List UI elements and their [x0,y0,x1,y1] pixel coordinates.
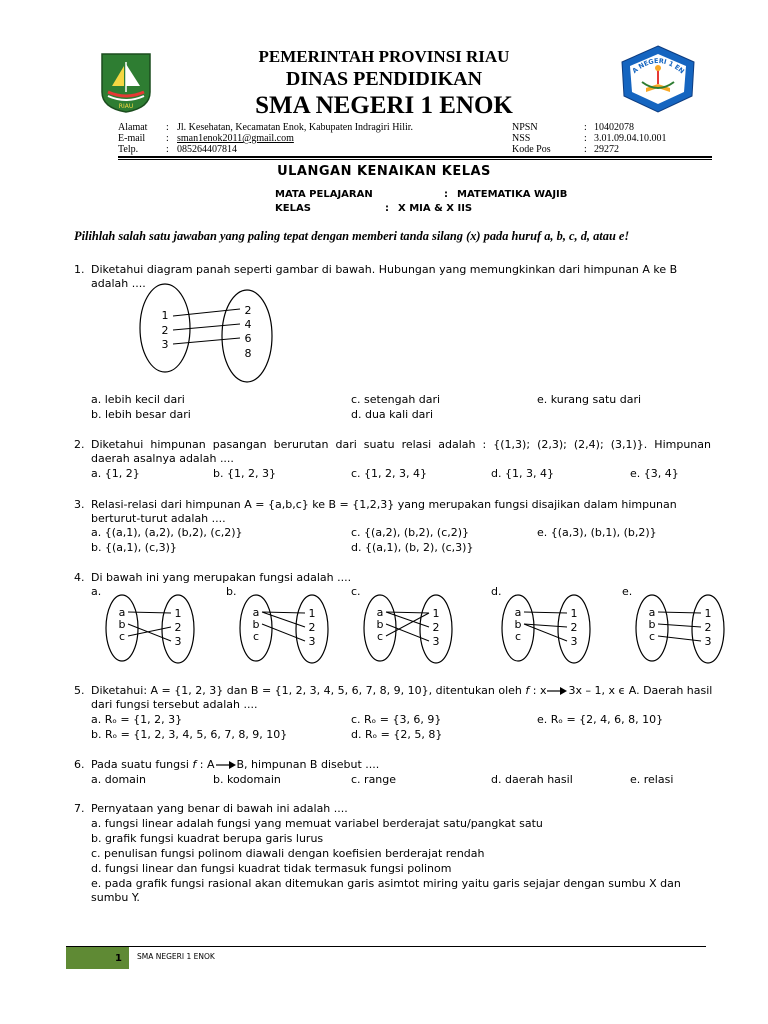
q3-option-a[interactable]: a. {(a,1), (a,2), (b,2), (c,2)} [91,526,243,539]
q4-option-c[interactable]: c. [351,585,361,598]
subject-sep: : [444,189,448,200]
q5-option-d[interactable]: d. Rₒ = {2, 5, 8} [351,728,443,741]
school-logo-text: A NEGERI 1 EN [630,56,686,76]
q4-a-item: a [648,606,656,619]
q4-a-item: c [648,630,656,643]
q4-a-item: b [252,618,260,631]
header-department: DINAS PENDIDIKAN [285,68,483,90]
q6-option-c[interactable]: c. range [351,773,397,786]
q1-text-cont: adalah .... [91,277,146,290]
q3-text-cont: berturut-turut adalah .... [91,512,226,525]
q4-a-item: a [514,606,522,619]
q1-arrow-diagram [130,280,290,386]
footer-rule [66,946,706,947]
q5-option-a[interactable]: a. Rₒ = {1, 2, 3} [91,713,183,726]
q5-option-b[interactable]: b. Rₒ = {1, 2, 3, 4, 5, 6, 7, 8, 9, 10} [91,728,288,741]
q6-text [91,757,379,772]
header-government: PEMERINTAH PROVINSI RIAU [258,47,510,66]
q1-b-item: 2 [244,304,252,317]
nss-sep: : [584,133,587,144]
alamat-value: Jl. Kesehatan, Kecamatan Enok, Kabupaten Indragiri Hilir. [177,122,414,133]
q7-option-a[interactable]: a. fungsi linear adalah fungsi yang memuat variabel berderajat satu/pangkat satu [91,817,543,830]
maps-to-arrow-icon [215,760,237,770]
q4-b-item: 2 [704,621,712,634]
q7-option-c[interactable]: c. penulisan fungsi polinom diawali dengan koefisien berderajat rendah [91,847,485,860]
q1-text: Diketahui diagram panah seperti gambar di bawah. Hubungan yang memungkinkan dari himpunan A ke B [91,263,678,276]
q5-text-part1: Diketahui: A = {1, 2, 3} dan B = {1, 2, 3, 4, 5, 6, 7, 8, 9, 10}, ditentukan oleh [91,684,526,697]
q4-option-e[interactable]: e. [622,585,633,598]
q1-option-d[interactable]: d. dua kali dari [351,408,433,421]
q4-diagram-d [498,593,598,667]
alamat-sep: : [166,122,169,133]
q5-text-cont: dari fungsi tersebut adalah .... [91,698,258,711]
q5-text-part3: 3x – 1, x ϵ A. Daerah hasil [568,684,713,697]
q3-text: Relasi-relasi dari himpunan A = {a,b,c} ke B = {1,2,3} yang merupakan fungsi disajikan dalam himpunan [91,498,677,511]
kodepos-value: 29272 [594,144,619,155]
q1-a-item: 3 [161,338,169,351]
q1-option-e[interactable]: e. kurang satu dari [537,393,642,406]
q3-number: 3. [74,498,85,511]
q4-b-item: 2 [570,621,578,634]
q1-b-item: 4 [244,318,252,331]
q6-text-part3: B, himpunan B disebut .... [236,758,380,771]
q4-option-b[interactable]: b. [226,585,237,598]
province-logo-text: RIAU [118,103,134,110]
q4-a-item: b [648,618,656,631]
q4-a-item: c [376,630,384,643]
q3-option-c[interactable]: c. {(a,2), (b,2), (c,2)} [351,526,470,539]
q2-option-b[interactable]: b. {1, 2, 3} [213,467,276,480]
q4-a-item: a [252,606,260,619]
q1-option-a[interactable]: a. lebih kecil dari [91,393,185,406]
q4-b-item: 2 [308,621,316,634]
page-number: 1 [115,953,122,964]
q4-a-item: a [118,606,126,619]
telp-value: 085264407814 [177,144,237,155]
header-rule-thick [118,156,712,158]
q5-f-symbol: f [525,684,530,697]
q4-option-a[interactable]: a. [91,585,102,598]
q4-b-item: 3 [704,635,712,648]
q7-number: 7. [74,802,85,815]
maps-to-arrow-icon [546,686,568,696]
q7-option-d[interactable]: d. fungsi linear dan fungsi kuadrat tidak termasuk fungsi polinom [91,862,452,875]
q4-arrow-line [262,612,305,627]
header-rule-thin [118,159,712,160]
q4-b-item: 3 [308,635,316,648]
q1-a-item: 1 [161,309,169,322]
q4-b-item: 2 [174,621,182,634]
q2-text: Diketahui himpunan pasangan berurutan dari suatu relasi adalah : {(1,3); (2,3); (2,4); (3,1)}. Himpunan [91,438,711,451]
q4-a-item: b [376,618,384,631]
q4-diagram-e [632,593,732,667]
q3-option-d[interactable]: d. {(a,1), (b, 2), (c,3)} [351,541,474,554]
q4-b-item: 1 [704,607,712,620]
npsn-sep: : [584,122,587,133]
q1-option-c[interactable]: c. setengah dari [351,393,441,406]
q3-option-b[interactable]: b. {(a,1), (c,3)} [91,541,177,554]
kodepos-sep: : [584,144,587,155]
q4-a-item: b [514,618,522,631]
q3-option-e[interactable]: e. {(a,3), (b,1), (b,2)} [537,526,657,539]
q5-text [91,683,712,698]
subject-value: MATEMATIKA WAJIB [457,189,568,200]
email-label: E-mail [118,133,146,144]
q4-b-item: 1 [174,607,182,620]
q5-option-e[interactable]: e. Rₒ = {2, 4, 6, 8, 10} [537,713,664,726]
q1-number: 1. [74,263,85,276]
footer-school: SMA NEGERI 1 ENOK [137,952,215,961]
q6-option-a[interactable]: a. domain [91,773,146,786]
alamat-label: Alamat [118,122,148,133]
kodepos-label: Kode Pos [512,144,551,155]
q7-option-e-cont: sumbu Y. [91,891,140,904]
q1-arrow-line [173,309,240,316]
q6-number: 6. [74,758,85,771]
npsn-label: NPSN [512,122,538,133]
class-label: KELAS [275,203,311,214]
q1-arrow-line [173,338,240,344]
q4-a-item: c [118,630,126,643]
school-logo [620,44,696,114]
q5-text-part2: : x [529,684,547,697]
telp-label: Telp. [118,144,139,155]
q4-b-item: 1 [432,607,440,620]
q6-option-d[interactable]: d. daerah hasil [491,773,573,786]
q4-option-d[interactable]: d. [491,585,502,598]
q4-b-item: 3 [174,635,182,648]
q4-arrow-line [262,624,305,641]
q4-a-item: c [252,630,260,643]
class-sep: : [385,203,389,214]
telp-sep: : [166,144,169,155]
q7-option-b[interactable]: b. grafik fungsi kuadrat berupa garis lurus [91,832,324,845]
q4-arrow-line [128,627,171,636]
q4-arrow-line [658,636,701,641]
nss-label: NSS [512,133,531,144]
q2-option-d[interactable]: d. {1, 3, 4} [491,467,554,480]
email-link[interactable]: sman1enok2011@gmail.com [177,133,294,144]
q1-b-item: 8 [244,347,252,360]
email-sep: : [166,133,169,144]
q4-a-item: b [118,618,126,631]
q5-option-c[interactable]: c. Rₒ = {3, 6, 9} [351,713,442,726]
instruction: Pilihlah salah satu jawaban yang paling tepat dengan memberi tanda silang (x) pada huruf a, b, c, d, atau e! [74,229,630,243]
q4-b-item: 1 [308,607,316,620]
q6-option-e[interactable]: e. relasi [630,773,674,786]
q2-option-c[interactable]: c. {1, 2, 3, 4} [351,467,428,480]
q4-text: Di bawah ini yang merupakan fungsi adalah .... [91,571,352,584]
q4-number: 4. [74,571,85,584]
q4-b-item: 3 [432,635,440,648]
q5-number: 5. [74,684,85,697]
q7-text: Pernyataan yang benar di bawah ini adalah .... [91,802,348,815]
q6-option-b[interactable]: b. kodomain [213,773,281,786]
q2-option-a[interactable]: a. {1, 2} [91,467,140,480]
q2-option-e[interactable]: e. {3, 4} [630,467,679,480]
q6-text-part2: : A [196,758,215,771]
q4-a-item: a [376,606,384,619]
exam-title: ULANGAN KENAIKAN KELAS [277,164,491,179]
q2-number: 2. [74,438,85,451]
q4-a-item: c [514,630,522,643]
q2-text-cont: daerah asalnya adalah .... [91,452,234,465]
q6-f-symbol: f [192,758,197,771]
q1-a-item: 2 [161,324,169,337]
q6-text-part1: Pada suatu fungsi [91,758,193,771]
q4-diagram-c [360,593,460,667]
q4-b-item: 3 [570,635,578,648]
header-school-name: SMA NEGERI 1 ENOK [255,92,513,119]
q1-option-b[interactable]: b. lebih besar dari [91,408,191,421]
class-value: X MIA & X IIS [398,203,473,214]
nss-value: 3.01.09.04.10.001 [594,133,667,144]
npsn-value: 10402078 [594,122,634,133]
subject-label: MATA PELAJARAN [275,189,373,200]
q4-arrow-line [658,624,701,627]
q7-option-e[interactable]: e. pada grafik fungsi rasional akan ditemukan garis asimtot miring yaitu garis sejajar dengan sumbu X dan [91,877,681,890]
q4-b-item: 2 [432,621,440,634]
q1-arrow-line [173,324,240,330]
q1-b-item: 6 [244,332,252,345]
q4-diagram-a [102,593,202,667]
q4-b-item: 1 [570,607,578,620]
q4-diagram-b [236,593,336,667]
q4-arrow-line [128,624,171,641]
